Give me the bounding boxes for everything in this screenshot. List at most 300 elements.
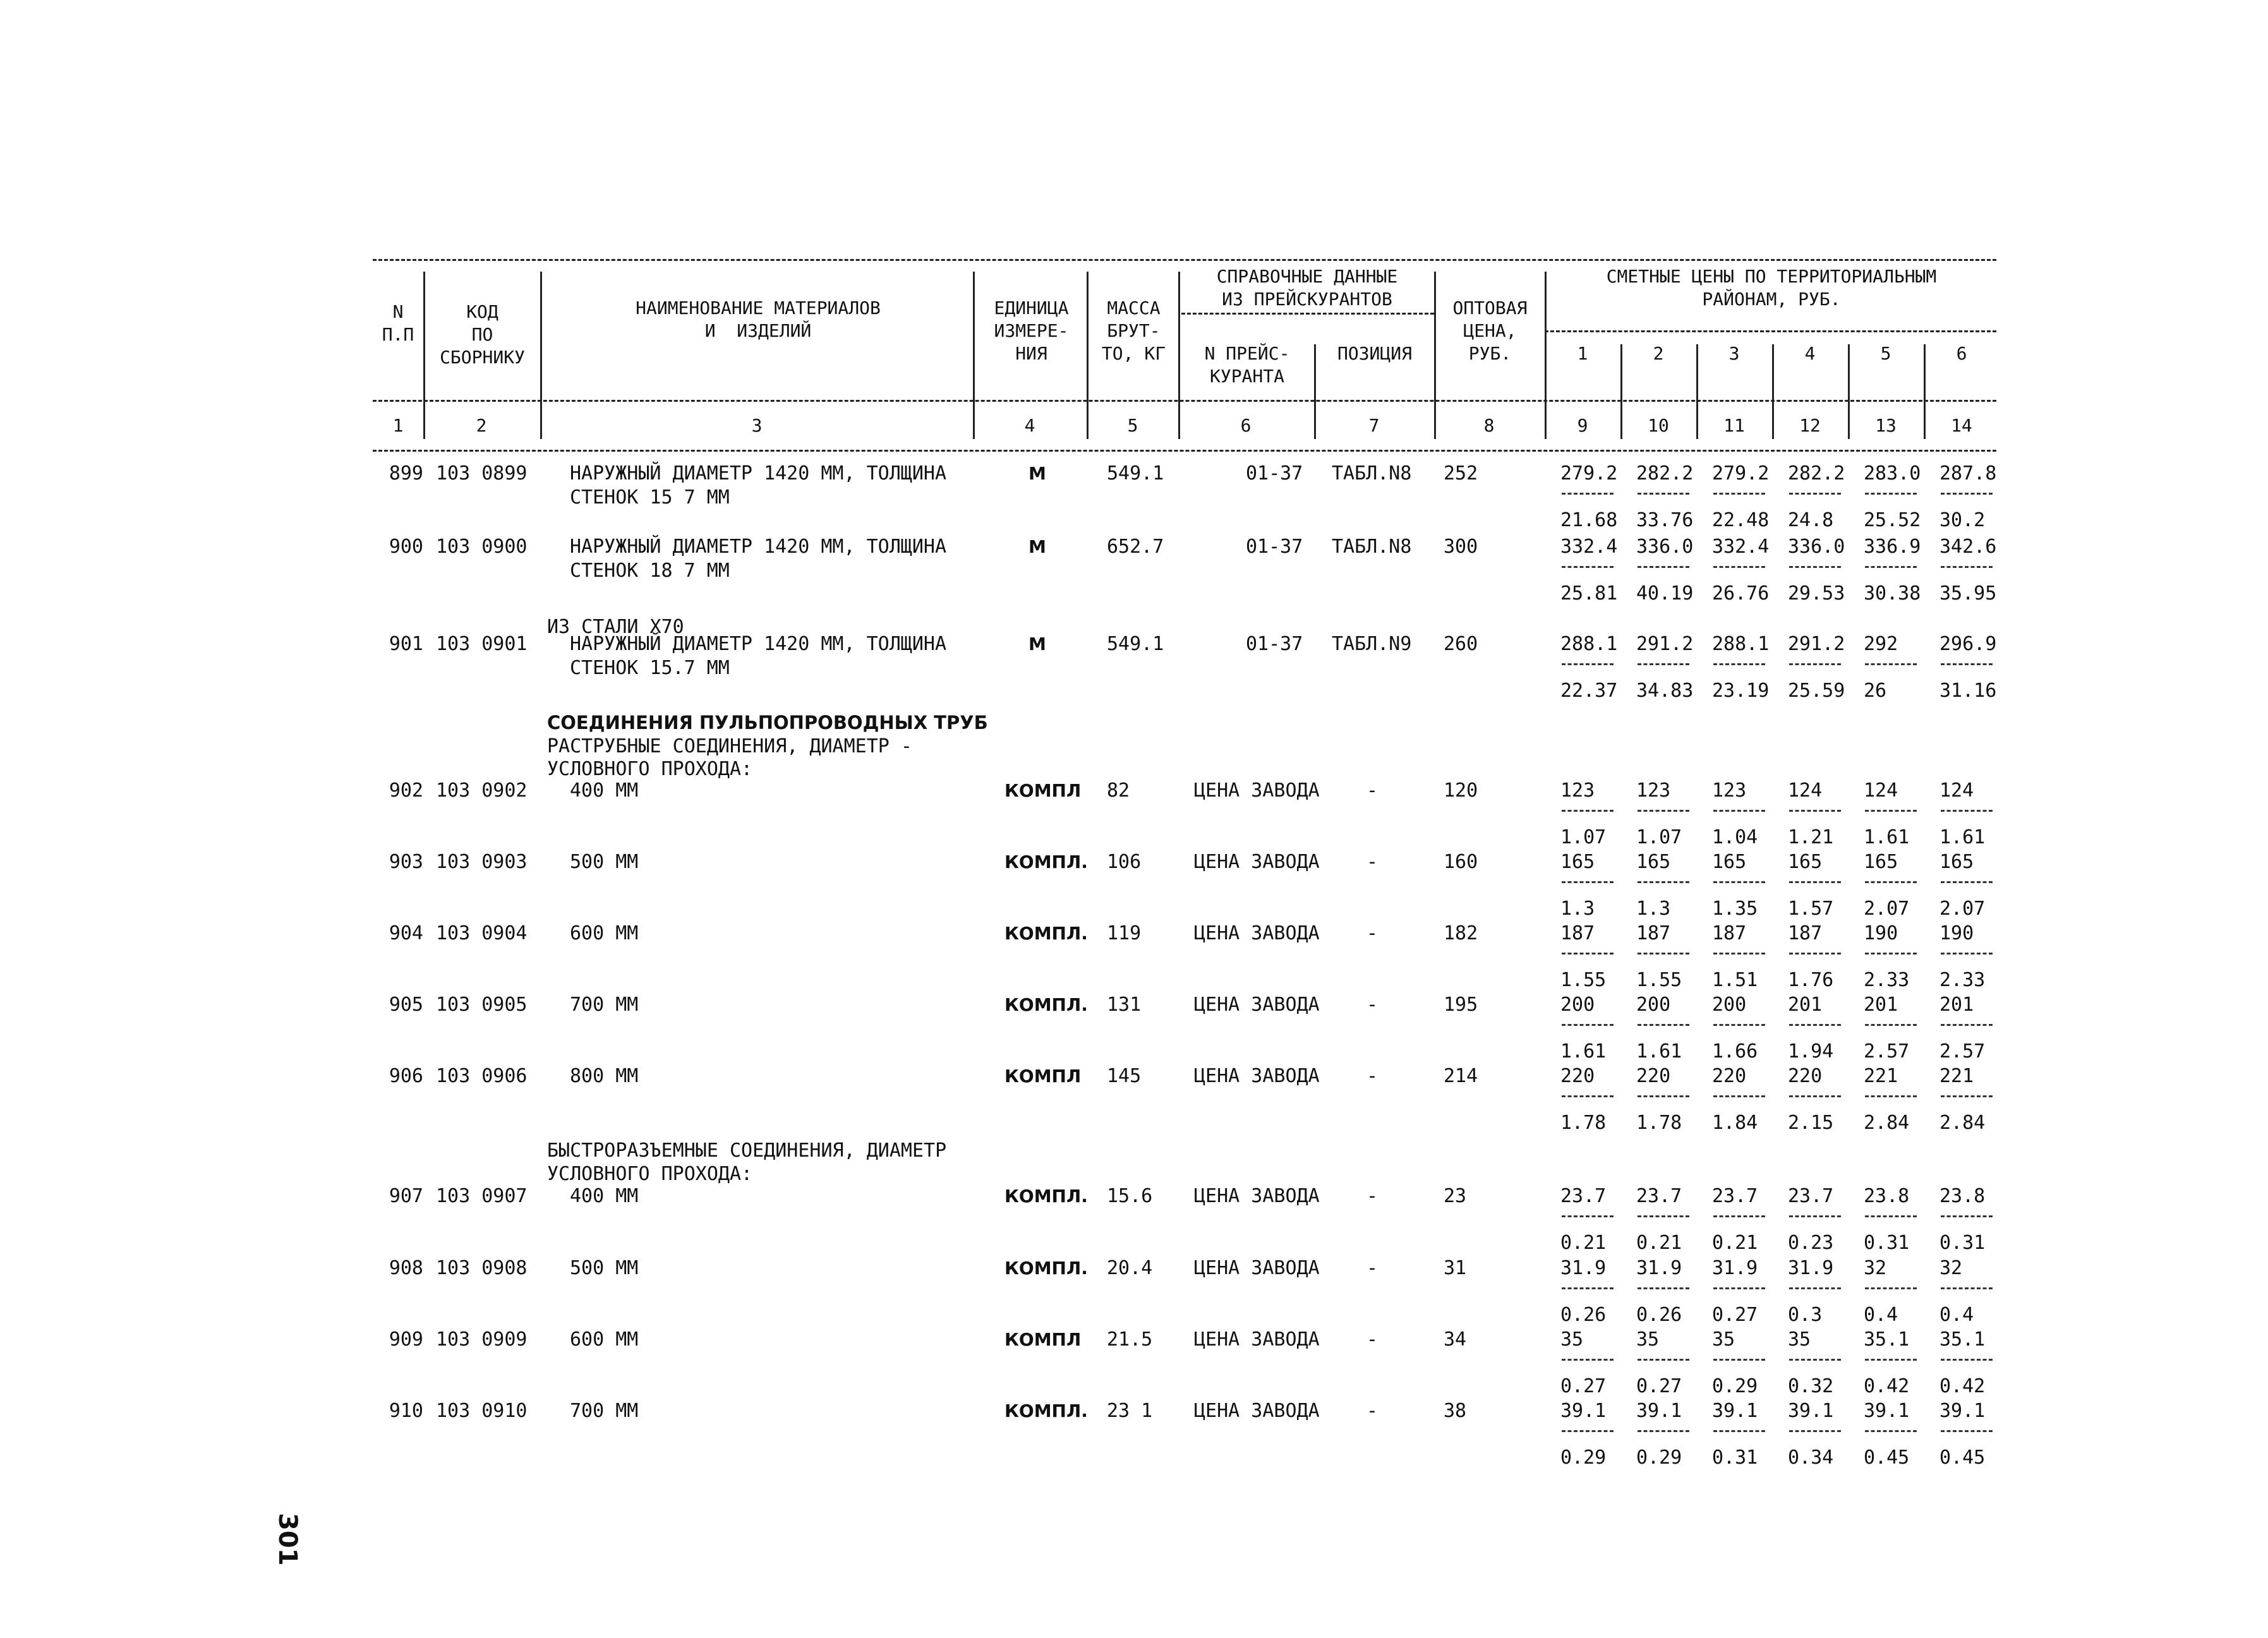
row-number: 904 (389, 922, 423, 944)
fraction-rule (1562, 1359, 1614, 1361)
row-ref-pos: ТАБЛ.N8 (1332, 536, 1412, 558)
price-sub-cell: 1.61 (1560, 1040, 1607, 1063)
row-number: 902 (389, 780, 423, 802)
row-unit: М (1028, 634, 1046, 654)
row-name: СТЕНОК 15.7 ММ (570, 657, 730, 679)
row-mass: 549.1 (1107, 462, 1164, 485)
price-sub-cell: 26 (1864, 680, 1887, 702)
fraction-rule (1562, 1287, 1614, 1289)
price-sub-cell: 2.15 (1788, 1112, 1834, 1134)
fraction-rule (1713, 1287, 1765, 1289)
row-mass: 145 (1107, 1065, 1142, 1087)
price-cell: 336.0 (1636, 536, 1694, 558)
price-cell: 35.1 (1939, 1328, 1986, 1351)
row-mass: 23 1 (1107, 1400, 1153, 1422)
price-cell: 165 (1939, 851, 1974, 873)
row-ref-n: ЦЕНА ЗАВОДА (1194, 1185, 1320, 1207)
price-sub-cell: 0.26 (1560, 1304, 1607, 1326)
price-cell: 288.1 (1560, 633, 1618, 655)
price-cell: 35 (1712, 1328, 1735, 1351)
row-name: 500 ММ (570, 1257, 639, 1279)
price-sub-cell: 0.42 (1864, 1375, 1910, 1397)
price-sub-cell: 1.66 (1712, 1040, 1758, 1063)
price-sub-cell: 0.4 (1864, 1304, 1898, 1326)
fraction-rule (1941, 810, 1993, 812)
price-sub-cell: 0.23 (1788, 1232, 1834, 1254)
price-cell: 35 (1788, 1328, 1811, 1351)
row-unit: КОМПЛ. (1004, 1400, 1088, 1421)
fraction-rule (1789, 663, 1841, 665)
price-sub-cell: 2.57 (1864, 1040, 1910, 1063)
price-sub-cell: 0.34 (1788, 1447, 1834, 1469)
section-quick-2: УСЛОВНОГО ПРОХОДА: (547, 1163, 753, 1185)
price-sub-cell: 35.95 (1939, 582, 1997, 605)
row-number: 899 (389, 462, 423, 485)
price-cell: 332.4 (1712, 536, 1770, 558)
row-mass: 106 (1107, 851, 1142, 873)
fraction-rule (1941, 1024, 1993, 1026)
price-sub-cell: 1.55 (1560, 969, 1607, 991)
fraction-rule (1562, 953, 1614, 954)
row-code: 103 0902 (436, 780, 528, 802)
fraction-rule (1562, 1430, 1614, 1432)
price-sub-cell: 0.29 (1636, 1447, 1682, 1469)
fraction-rule (1562, 663, 1614, 665)
column-number: 6 (1240, 415, 1252, 436)
fraction-rule (1941, 663, 1993, 665)
price-sub-cell: 26.76 (1712, 582, 1770, 605)
fraction-rule (1941, 1215, 1993, 1217)
header-mass: МАССА БРУТ- ТО, КГ (1101, 298, 1166, 364)
price-sub-cell: 0.29 (1712, 1375, 1758, 1397)
header-wholesale: ОПТОВАЯ ЦЕНА, РУБ. (1452, 298, 1528, 364)
row-mass: 131 (1107, 994, 1142, 1016)
row-unit: КОМПЛ. (1004, 1186, 1088, 1207)
fraction-rule (1638, 566, 1689, 568)
row-wholesale: 38 (1444, 1400, 1467, 1422)
row-ref-n: 01-37 (1246, 536, 1303, 558)
price-sub-cell: 0.31 (1864, 1232, 1910, 1254)
fraction-rule (1941, 1359, 1993, 1361)
price-cell: 165 (1712, 851, 1747, 873)
price-cell: 220 (1636, 1065, 1671, 1087)
price-cell: 165 (1560, 851, 1595, 873)
price-cell: 123 (1636, 780, 1671, 802)
price-sub-cell: 0.4 (1939, 1304, 1974, 1326)
column-number: 13 (1875, 415, 1897, 436)
price-sub-cell: 1.55 (1636, 969, 1682, 991)
fraction-rule (1865, 881, 1917, 883)
price-sub-cell: 29.53 (1788, 582, 1845, 605)
row-unit: КОМПЛ. (1004, 852, 1088, 872)
price-sub-cell: 0.21 (1560, 1232, 1607, 1254)
price-cell: 123 (1560, 780, 1595, 802)
fraction-rule (1865, 1095, 1917, 1097)
row-name: НАРУЖНЫЙ ДИАМЕТР 1420 ММ, ТОЛЩИНА (570, 633, 947, 655)
fraction-rule (1789, 1287, 1841, 1289)
price-sub-cell: 25.81 (1560, 582, 1618, 605)
region-label: 1 (1577, 343, 1588, 364)
fraction-rule (1865, 1287, 1917, 1289)
page-number: 301 (273, 1513, 302, 1566)
region-label: 3 (1728, 343, 1740, 364)
row-name: 700 ММ (570, 1400, 639, 1422)
row-wholesale: 182 (1444, 922, 1478, 944)
fraction-rule (1638, 953, 1689, 954)
fraction-rule (1789, 1095, 1841, 1097)
row-mass: 20.4 (1107, 1257, 1153, 1279)
row-ref-pos: ТАБЛ.N8 (1332, 462, 1412, 485)
column-number: 9 (1577, 415, 1588, 436)
row-ref-n: ЦЕНА ЗАВОДА (1194, 851, 1320, 873)
fraction-rule (1638, 1359, 1689, 1361)
header-ref-n: N ПРЕЙС- КУРАНТА (1204, 343, 1290, 387)
price-sub-cell: 1.76 (1788, 969, 1834, 991)
fraction-rule (1789, 566, 1841, 568)
row-ref-pos: - (1366, 1328, 1378, 1351)
row-wholesale: 120 (1444, 780, 1478, 802)
price-sub-cell: 1.21 (1788, 826, 1834, 848)
row-wholesale: 195 (1444, 994, 1478, 1016)
row-code: 103 0910 (436, 1400, 528, 1422)
price-cell: 187 (1560, 922, 1595, 944)
price-cell: 190 (1864, 922, 1898, 944)
price-sub-cell: 23.19 (1712, 680, 1770, 702)
row-ref-n: ЦЕНА ЗАВОДА (1194, 1328, 1320, 1351)
fraction-rule (1562, 566, 1614, 568)
price-sub-cell: 0.29 (1560, 1447, 1607, 1469)
price-cell: 279.2 (1712, 462, 1770, 485)
row-ref-pos: - (1366, 1400, 1378, 1422)
price-sub-cell: 2.84 (1939, 1112, 1986, 1134)
row-name: СТЕНОК 15 7 ММ (570, 486, 730, 509)
ref-sub-rule (1181, 313, 1434, 315)
column-number: 1 (392, 415, 404, 436)
row-mass: 549.1 (1107, 633, 1164, 655)
row-number: 903 (389, 851, 423, 873)
price-cell: 39.1 (1939, 1400, 1986, 1422)
row-code: 103 0904 (436, 922, 528, 944)
price-cell: 187 (1636, 922, 1671, 944)
row-number: 908 (389, 1257, 423, 1279)
price-sub-cell: 1.78 (1636, 1112, 1682, 1134)
price-cell: 336.0 (1788, 536, 1845, 558)
row-ref-pos: ТАБЛ.N9 (1332, 633, 1412, 655)
price-cell: 124 (1939, 780, 1974, 802)
price-sub-cell: 0.21 (1636, 1232, 1682, 1254)
column-number: 3 (751, 415, 763, 436)
fraction-rule (1713, 953, 1765, 954)
price-cell: 292 (1864, 633, 1898, 655)
row-number: 905 (389, 994, 423, 1016)
column-number: 12 (1799, 415, 1821, 436)
row-name: НАРУЖНЫЙ ДИАМЕТР 1420 ММ, ТОЛЩИНА (570, 536, 947, 558)
fraction-rule (1638, 881, 1689, 883)
price-sub-cell: 0.45 (1939, 1447, 1986, 1469)
price-cell: 296.9 (1939, 633, 1997, 655)
fraction-rule (1941, 953, 1993, 954)
price-cell: 32 (1939, 1257, 1963, 1279)
price-cell: 291.2 (1636, 633, 1694, 655)
fraction-rule (1865, 1430, 1917, 1432)
row-number: 906 (389, 1065, 423, 1087)
price-sub-cell: 30.38 (1864, 582, 1921, 605)
row-name: 800 ММ (570, 1065, 639, 1087)
price-cell: 165 (1636, 851, 1671, 873)
price-sub-cell: 0.27 (1636, 1375, 1682, 1397)
row-ref-pos: - (1366, 1065, 1378, 1087)
row-unit: КОМПЛ. (1004, 994, 1088, 1015)
section-quick-1: БЫСТРОРАЗЪЕМНЫЕ СОЕДИНЕНИЯ, ДИАМЕТР (547, 1140, 947, 1162)
fraction-rule (1789, 1215, 1841, 1217)
row-ref-pos: - (1366, 1257, 1378, 1279)
price-cell: 291.2 (1788, 633, 1845, 655)
price-cell: 201 (1939, 994, 1974, 1016)
row-wholesale: 160 (1444, 851, 1478, 873)
price-sub-cell: 0.42 (1939, 1375, 1986, 1397)
header-sep (973, 272, 975, 439)
column-number: 10 (1648, 415, 1669, 436)
fraction-rule (1865, 1359, 1917, 1361)
column-number: 11 (1723, 415, 1745, 436)
price-cell: 123 (1712, 780, 1747, 802)
price-cell: 282.2 (1636, 462, 1694, 485)
price-sub-cell: 1.57 (1788, 898, 1834, 920)
fraction-rule (1638, 493, 1689, 495)
price-sub-cell: 1.78 (1560, 1112, 1607, 1134)
price-cell: 39.1 (1560, 1400, 1607, 1422)
price-cell: 221 (1864, 1065, 1898, 1087)
fraction-rule (1941, 493, 1993, 495)
column-number: 7 (1368, 415, 1380, 436)
fraction-rule (1713, 493, 1765, 495)
price-sub-cell: 2.33 (1939, 969, 1986, 991)
price-cell: 124 (1864, 780, 1898, 802)
price-cell: 31.9 (1636, 1257, 1682, 1279)
row-ref-n: 01-37 (1246, 462, 1303, 485)
region-label: 2 (1653, 343, 1664, 364)
row-ref-n: ЦЕНА ЗАВОДА (1194, 1257, 1320, 1279)
row-mass: 15.6 (1107, 1185, 1153, 1207)
fraction-rule (1638, 810, 1689, 812)
price-cell: 35.1 (1864, 1328, 1910, 1351)
row-name: 500 ММ (570, 851, 639, 873)
header-sep (1696, 344, 1698, 439)
fraction-rule (1713, 1430, 1765, 1432)
price-cell: 165 (1864, 851, 1898, 873)
price-sub-cell: 2.07 (1939, 898, 1986, 920)
price-cell: 200 (1712, 994, 1747, 1016)
fraction-rule (1789, 810, 1841, 812)
price-cell: 35 (1636, 1328, 1660, 1351)
fraction-rule (1941, 1430, 1993, 1432)
price-sub-cell: 1.84 (1712, 1112, 1758, 1134)
price-cell: 23.7 (1788, 1185, 1834, 1207)
fraction-rule (1562, 810, 1614, 812)
price-cell: 332.4 (1560, 536, 1618, 558)
price-cell: 201 (1864, 994, 1898, 1016)
row-unit: М (1028, 536, 1046, 557)
fraction-rule (1865, 810, 1917, 812)
row-unit: КОМПЛ (1004, 1329, 1082, 1350)
header-sep (1848, 344, 1850, 439)
row-ref-pos: - (1366, 851, 1378, 873)
price-sub-cell: 40.19 (1636, 582, 1694, 605)
fraction-rule (1638, 1287, 1689, 1289)
row-ref-pos: - (1366, 994, 1378, 1016)
row-ref-n: ЦЕНА ЗАВОДА (1194, 922, 1320, 944)
price-cell: 31.9 (1712, 1257, 1758, 1279)
price-cell: 220 (1712, 1065, 1747, 1087)
row-ref-pos: - (1366, 1185, 1378, 1207)
row-number: 910 (389, 1400, 423, 1422)
fraction-rule (1713, 881, 1765, 883)
row-unit: КОМПЛ. (1004, 923, 1088, 944)
column-number: 14 (1951, 415, 1972, 436)
row-wholesale: 31 (1444, 1257, 1467, 1279)
header-sep (1772, 344, 1774, 439)
fraction-rule (1562, 1024, 1614, 1026)
fraction-rule (1941, 1095, 1993, 1097)
column-number: 2 (476, 415, 487, 436)
row-unit: КОМПЛ (1004, 1066, 1082, 1087)
price-cell: 23.7 (1636, 1185, 1682, 1207)
price-sub-cell: 2.84 (1864, 1112, 1910, 1134)
row-name: 700 ММ (570, 994, 639, 1016)
fraction-rule (1789, 1359, 1841, 1361)
price-sub-cell: 2.57 (1939, 1040, 1986, 1063)
price-sub-cell: 1.07 (1560, 826, 1607, 848)
price-sub-cell: 1.3 (1636, 898, 1671, 920)
row-unit: КОМПЛ. (1004, 1258, 1088, 1279)
header-sep (540, 272, 542, 439)
row-ref-pos: - (1366, 922, 1378, 944)
row-ref-n: ЦЕНА ЗАВОДА (1194, 1065, 1320, 1087)
price-sub-cell: 1.04 (1712, 826, 1758, 848)
row-name: НАРУЖНЫЙ ДИАМЕТР 1420 ММ, ТОЛЩИНА (570, 462, 947, 485)
region-label: 5 (1880, 343, 1891, 364)
fraction-rule (1638, 1215, 1689, 1217)
price-cell: 124 (1788, 780, 1823, 802)
price-cell: 342.6 (1939, 536, 1997, 558)
column-number: 4 (1024, 415, 1035, 436)
row-mass: 82 (1107, 780, 1130, 802)
price-cell: 200 (1636, 994, 1671, 1016)
fraction-rule (1713, 1095, 1765, 1097)
price-cell: 200 (1560, 994, 1595, 1016)
fraction-rule (1638, 1430, 1689, 1432)
price-cell: 35 (1560, 1328, 1584, 1351)
prices-sub-rule (1545, 330, 1996, 332)
fraction-rule (1789, 1024, 1841, 1026)
fraction-rule (1562, 493, 1614, 495)
row-code: 103 0906 (436, 1065, 528, 1087)
price-sub-cell: 1.61 (1864, 826, 1910, 848)
row-name: 400 ММ (570, 780, 639, 802)
price-cell: 287.8 (1939, 462, 1997, 485)
fraction-rule (1941, 881, 1993, 883)
row-ref-n: 01-37 (1246, 633, 1303, 655)
section-socket-1: РАСТРУБНЫЕ СОЕДИНЕНИЯ, ДИАМЕТР - (547, 735, 912, 757)
price-sub-cell: 30.2 (1939, 509, 1986, 531)
fraction-rule (1865, 493, 1917, 495)
price-sub-cell: 0.27 (1560, 1375, 1607, 1397)
row-code: 103 0901 (436, 633, 528, 655)
fraction-rule (1713, 1024, 1765, 1026)
row-code: 103 0908 (436, 1257, 528, 1279)
row-name: СТЕНОК 18 7 ММ (570, 560, 730, 582)
price-sub-cell: 1.3 (1560, 898, 1595, 920)
row-ref-pos: - (1366, 780, 1378, 802)
row-wholesale: 252 (1444, 462, 1478, 485)
price-sub-cell: 22.48 (1712, 509, 1770, 531)
region-label: 6 (1956, 343, 1967, 364)
header-ref-pos: ПОЗИЦИЯ (1337, 343, 1412, 364)
price-cell: 39.1 (1712, 1400, 1758, 1422)
fraction-rule (1865, 1215, 1917, 1217)
price-sub-cell: 24.8 (1788, 509, 1834, 531)
header-sep (1924, 344, 1926, 439)
price-cell: 31.9 (1788, 1257, 1834, 1279)
price-sub-cell: 21.68 (1560, 509, 1618, 531)
row-number: 907 (389, 1185, 423, 1207)
fraction-rule (1713, 1215, 1765, 1217)
price-cell: 23.8 (1864, 1185, 1910, 1207)
row-wholesale: 300 (1444, 536, 1478, 558)
price-cell: 187 (1788, 922, 1823, 944)
header-n: N П.П (382, 301, 414, 345)
header-unit: ЕДИНИЦА ИЗМЕРЕ- НИЯ (994, 298, 1069, 364)
price-cell: 201 (1788, 994, 1823, 1016)
header-bottom-rule (373, 450, 1996, 452)
fraction-rule (1713, 810, 1765, 812)
row-name: 400 ММ (570, 1185, 639, 1207)
price-cell: 23.7 (1712, 1185, 1758, 1207)
row-code: 103 0900 (436, 536, 528, 558)
header-top-rule (373, 259, 1996, 261)
price-cell: 288.1 (1712, 633, 1770, 655)
price-sub-cell: 0.3 (1788, 1304, 1823, 1326)
row-code: 103 0909 (436, 1328, 528, 1351)
section-slurry-title: СОЕДИНЕНИЯ ПУЛЬПОПРОВОДНЫХ ТРУБ (547, 712, 988, 733)
price-sub-cell: 1.07 (1636, 826, 1682, 848)
section-socket-2: УСЛОВНОГО ПРОХОДА: (547, 758, 753, 780)
price-sub-cell: 25.59 (1788, 680, 1845, 702)
price-cell: 165 (1788, 851, 1823, 873)
fraction-rule (1865, 953, 1917, 954)
fraction-rule (1865, 663, 1917, 665)
fraction-rule (1789, 953, 1841, 954)
row-mass: 652.7 (1107, 536, 1164, 558)
header-sep (1620, 344, 1622, 439)
row-ref-n: ЦЕНА ЗАВОДА (1194, 994, 1320, 1016)
price-sub-cell: 0.26 (1636, 1304, 1682, 1326)
price-cell: 23.8 (1939, 1185, 1986, 1207)
fraction-rule (1713, 663, 1765, 665)
price-sub-cell: 31.16 (1939, 680, 1997, 702)
header-code: КОД ПО СБОРНИКУ (440, 301, 525, 368)
price-sub-cell: 25.52 (1864, 509, 1921, 531)
price-sub-cell: 0.27 (1712, 1304, 1758, 1326)
price-sub-cell: 2.07 (1864, 898, 1910, 920)
price-sub-cell: 22.37 (1560, 680, 1618, 702)
row-wholesale: 214 (1444, 1065, 1478, 1087)
fraction-rule (1638, 1024, 1689, 1026)
fraction-rule (1638, 1095, 1689, 1097)
price-cell: 39.1 (1788, 1400, 1834, 1422)
row-number: 909 (389, 1328, 423, 1351)
fraction-rule (1713, 566, 1765, 568)
